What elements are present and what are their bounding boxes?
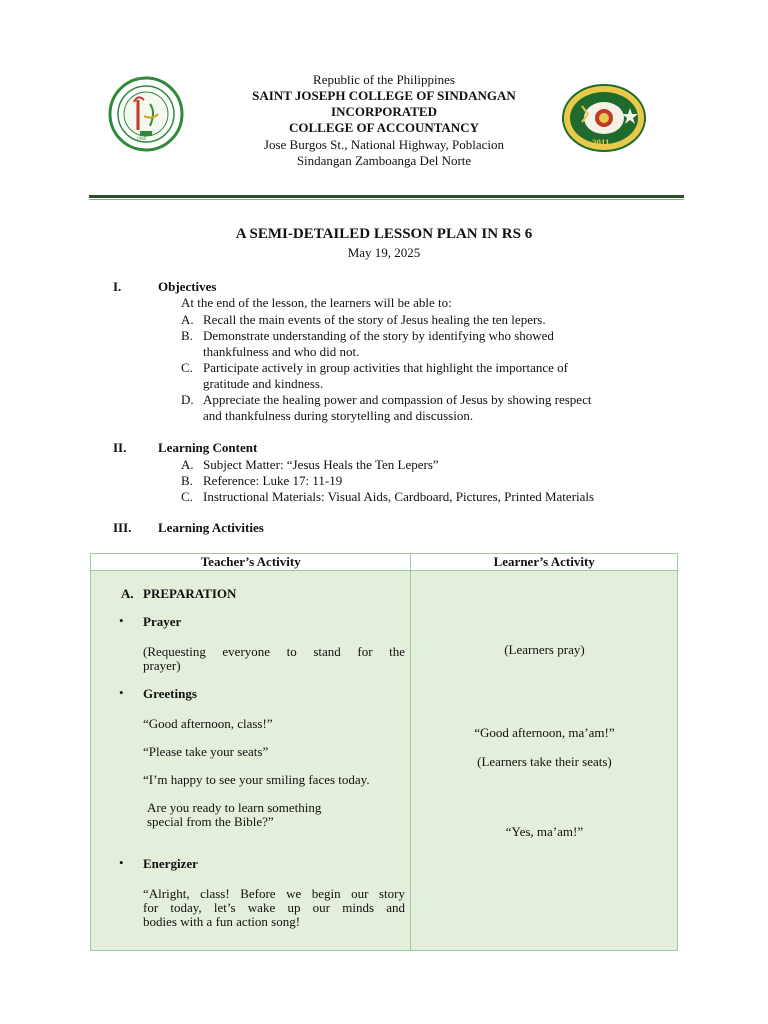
activities-table bbox=[90, 553, 678, 951]
learner-response-greeting: “Good afternoon, ma’am!” bbox=[474, 725, 615, 740]
greetings-heading: Greetings bbox=[143, 686, 197, 701]
content-materials: Instructional Materials: Visual Aids, Cardboard, Pictures, Printed Materials bbox=[203, 489, 595, 504]
bullet-energizer: • bbox=[119, 855, 124, 870]
table-header-row bbox=[91, 554, 678, 571]
document-title: A SEMI-DETAILED LESSON PLAN IN RS 6 bbox=[235, 226, 533, 242]
section-1-heading: Objectives bbox=[158, 279, 217, 294]
objective-c-line2: gratitude and kindness. bbox=[203, 376, 324, 391]
greeting-line-4a: Are you ready to learn something bbox=[147, 800, 322, 815]
left-logo-year: 1968 bbox=[136, 137, 146, 142]
learner-response-seats: (Learners take their seats) bbox=[477, 754, 612, 769]
prayer-instruction-1: (Requesting everyone to stand for the bbox=[143, 644, 405, 659]
header-department: COLLEGE OF ACCOUNTANCY bbox=[289, 120, 479, 135]
bullet-greetings: • bbox=[119, 685, 124, 700]
greeting-line-4b: special from the Bible?” bbox=[147, 814, 274, 829]
right-logo-year: 2011 bbox=[592, 138, 610, 148]
objective-c-line1: Participate actively in group activities that highlight the importance of bbox=[203, 360, 568, 375]
content-subject-matter: Subject Matter: “Jesus Heals the Ten Lepers” bbox=[203, 457, 439, 472]
content-letter-b: B. bbox=[181, 473, 193, 488]
col-header-learner: Learner’s Activity bbox=[411, 554, 678, 571]
header-rule-thin bbox=[89, 199, 684, 200]
energizer-line-3: bodies with a fun action song! bbox=[143, 914, 301, 929]
prep-letter: A. bbox=[121, 586, 134, 601]
energizer-line-1: “Alright, class! Before we begin our story bbox=[143, 886, 405, 901]
objective-b-line2: thankfulness and who did not. bbox=[203, 344, 360, 359]
objectives-intro: At the end of the lesson, the learners will be able to: bbox=[181, 295, 452, 310]
objective-a: Recall the main events of the story of Jesus healing the ten lepers. bbox=[203, 312, 546, 327]
objective-d-line1: Appreciate the healing power and compassion of Jesus by showing respect bbox=[203, 392, 592, 407]
section-2-number: II. bbox=[113, 440, 127, 455]
objective-letter-d: D. bbox=[181, 392, 194, 407]
section-3-heading: Learning Activities bbox=[158, 520, 264, 535]
objective-letter-c: C. bbox=[181, 360, 193, 375]
header-republic: Republic of the Philippines bbox=[313, 72, 455, 87]
content-letter-c: C. bbox=[181, 489, 193, 504]
content-letter-a: A. bbox=[181, 457, 194, 472]
learner-response-pray: (Learners pray) bbox=[504, 642, 585, 657]
table-row bbox=[91, 571, 678, 951]
energizer-heading: Energizer bbox=[143, 856, 198, 871]
learner-response-yes: “Yes, ma’am!” bbox=[505, 824, 584, 839]
bullet-prayer: • bbox=[119, 613, 124, 628]
col-header-teacher: Teacher’s Activity bbox=[91, 554, 411, 571]
header-rule bbox=[89, 195, 684, 198]
objective-d-line2: and thankfulness during storytelling and discussion. bbox=[203, 408, 474, 423]
greeting-line-3: “I’m happy to see your smiling faces today. bbox=[143, 772, 370, 787]
objective-b-line1: Demonstrate understanding of the story by identifying who showed bbox=[203, 328, 554, 343]
greeting-line-2: “Please take your seats” bbox=[143, 744, 269, 759]
prep-title: PREPARATION bbox=[143, 586, 237, 601]
header-college-name: SAINT JOSEPH COLLEGE OF SINDANGAN bbox=[252, 88, 516, 103]
header-address-1: Jose Burgos St., National Highway, Poblacion bbox=[263, 137, 505, 152]
section-2-heading: Learning Content bbox=[158, 440, 258, 455]
document-date: May 19, 2025 bbox=[347, 245, 421, 260]
prayer-heading: Prayer bbox=[143, 614, 182, 629]
content-reference: Reference: Luke 17: 11-19 bbox=[203, 473, 343, 488]
energizer-line-2: for today, let’s wake up our minds and bbox=[143, 900, 405, 915]
objective-letter-b: B. bbox=[181, 328, 193, 343]
section-3-number: III. bbox=[113, 520, 132, 535]
header-address-2: Sindangan Zamboanga Del Norte bbox=[296, 153, 472, 168]
greeting-line-1: “Good afternoon, class!” bbox=[143, 716, 273, 731]
college-seal-logo bbox=[108, 76, 184, 152]
header-incorporated: INCORPORATED bbox=[331, 104, 437, 119]
teacher-activity-cell bbox=[91, 571, 411, 951]
prayer-instruction-2: prayer) bbox=[143, 658, 181, 673]
section-1-number: I. bbox=[113, 279, 122, 294]
learner-activity-cell bbox=[411, 571, 678, 951]
objective-letter-a: A. bbox=[181, 312, 194, 327]
